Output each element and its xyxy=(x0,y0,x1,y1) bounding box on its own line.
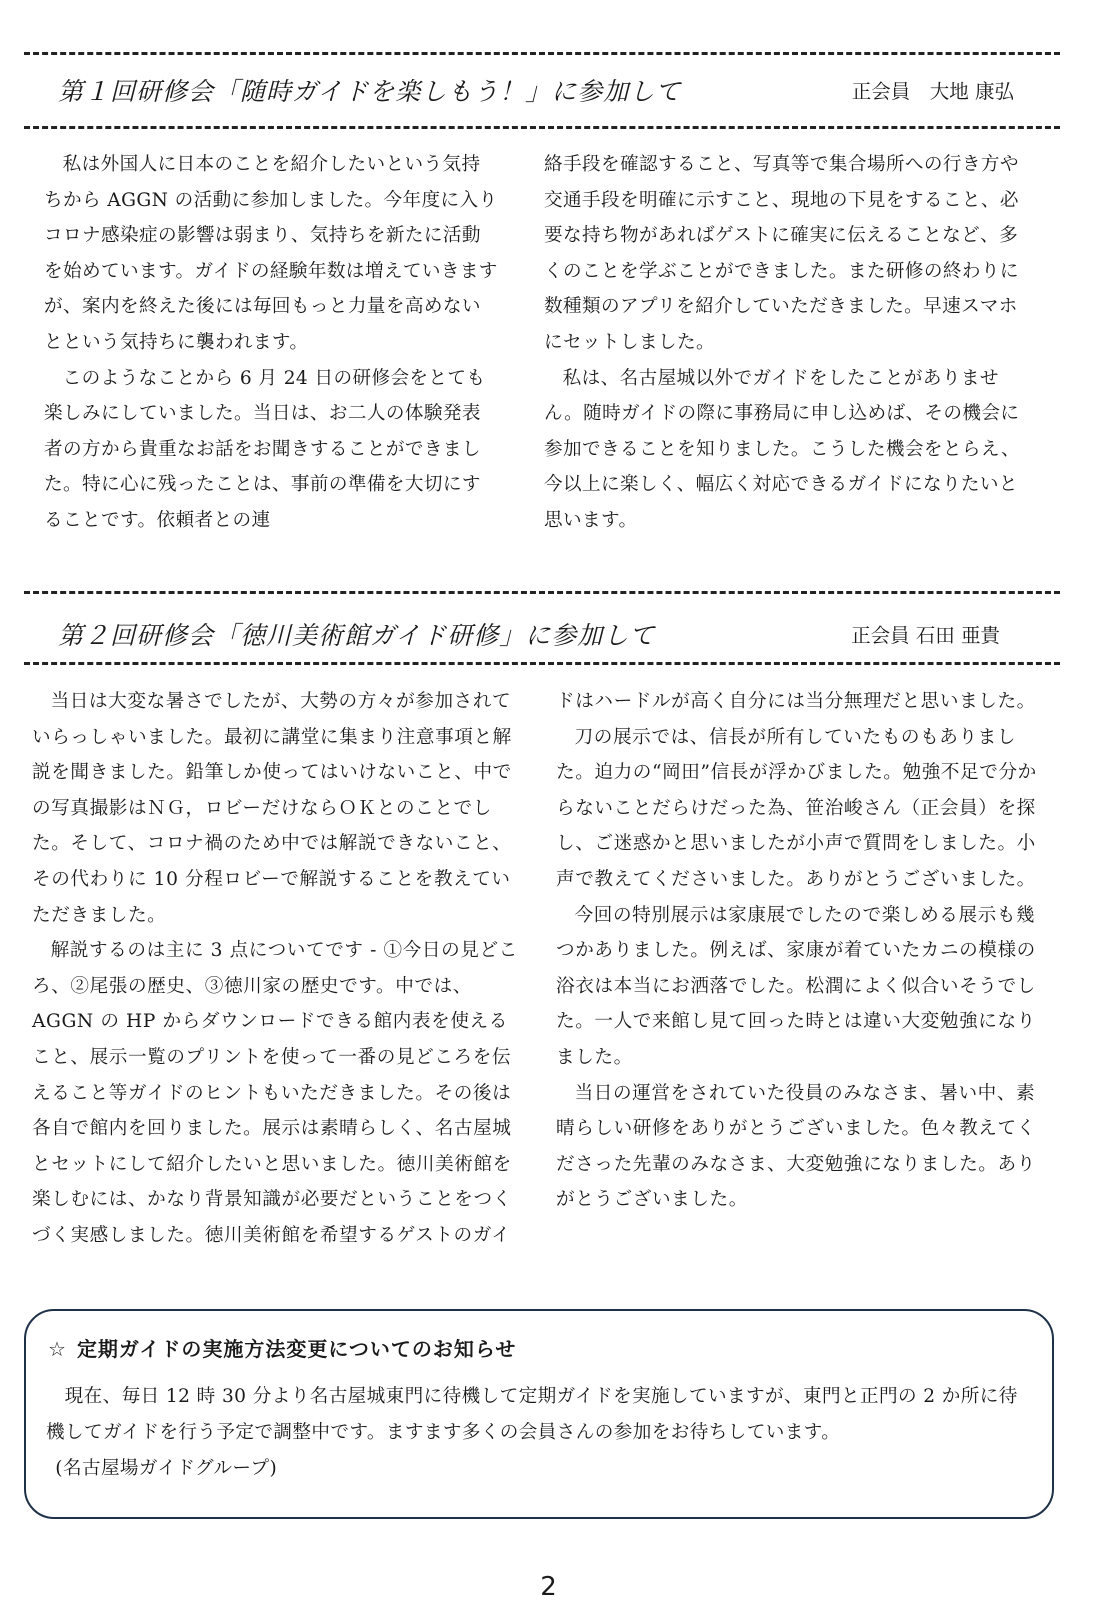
article2-paragraph: 今回の特別展示は家康展でしたので楽しめる展示も幾つかありました。例えば、家康が着ていたカニの模様の浴衣は本当にお洒落でした。松潤によく似合いそうでした。一人で来館し見て回った時とは違い大変勉強になりました。 xyxy=(556,904,1036,1068)
star-icon: ☆ xyxy=(48,1337,67,1361)
notice-signature: (名古屋場ガイドグループ) xyxy=(55,1458,278,1479)
article2-paragraph-continued: ドはハードルが高く自分には当分無理だと思いました。 xyxy=(556,691,1036,712)
divider-article2-bottom xyxy=(24,662,1060,665)
notice-title: 定期ガイドの実施方法変更についてのお知らせ xyxy=(76,1337,517,1361)
article2-header xyxy=(58,612,1048,656)
article1-paragraph-continued: 絡手段を確認すること、写真等で集合場所への行き方や交通手段を明確に示すこと、現地の下見をすること、必要な持ち物があればゲストに確実に伝えることなど、多くのことを学ぶことができました。また研修の終わりに数種類のアプリを紹介していただきました。早速スマホにセットしました。 xyxy=(544,154,1019,353)
divider-top xyxy=(24,52,1060,55)
article2-paragraph: 解説するのは主に 3 点についてです - ①今日の見どころ、②尾張の歴史、③徳川家の歴史です。中では、AGGN の HP からダウンロードできる館内表を使えること、展示一覧のプリントを使って一番の見どころを伝えること等ガイドのヒントもいただきました。その後は各自で館内を回りました。展示は素晴らしく、名古屋城とセットにして紹介したいと思いました。徳川美術館を楽しむには、かなり背景知識が必要だということをつくづく実感しました。徳川美術館を希望するゲストのガイ xyxy=(32,940,518,1246)
article2-title: 第２回研修会「徳川美術館ガイド研修」に参加して xyxy=(58,621,656,650)
article2-author: 正会員 石田 亜貴 xyxy=(851,624,1000,647)
article1-paragraph: 私は、名古屋城以外でガイドをしたことがありません。随時ガイドの際に事務局に申し込めば、その機会に参加できることを知りました。こうした機会をとらえ、今以上に楽しく、幅広く対応できるガイドになりたいと思います。 xyxy=(544,367,1020,531)
notice-body xyxy=(46,1379,1036,1487)
notice-box xyxy=(24,1309,1054,1519)
article1-author: 正会員 大地 康弘 xyxy=(851,80,1014,103)
divider-article2-top xyxy=(24,591,1060,594)
divider-article1-bottom xyxy=(24,126,1060,129)
article1-title: 第１回研修会「随時ガイドを楽しもう！」に参加して xyxy=(58,77,682,106)
article2-right-column xyxy=(556,684,1040,1218)
article2-paragraph: 当日は大変な暑さでしたが、大勢の方々が参加されていらっしゃいました。最初に講堂に集まり注意事項と解説を聞きました。鉛筆しか使ってはいけないこと、中での写真撮影はＮＧ，ロビーだけならＯＫとのことでした。そして、コロナ禍のため中では解説できないこと、その代わりに 10 分程ロビーで解説することを教えていただきました。 xyxy=(32,691,512,926)
article1-right-column xyxy=(544,147,1022,539)
article1-paragraph: 私は外国人に日本のことを紹介したいという気持ちから AGGN の活動に参加しました。今年度に入りコロナ感染症の影響は弱まり、気持ちを新たに活動を始めています。ガイドの経験年数は増えていきますが、案内を終えた後には毎回もっと力量を高めないとという気持ちに襲われます。 xyxy=(44,154,498,353)
article2-paragraph: 刀の展示では、信長が所有していたものもありました。迫力の“岡田”信長が浮かびました。勉強不足で分からないことだらけだった為、笹治峻さん（正会員）を探し、ご迷惑かと思いましたが小声で質問をしました。小声で教えてくださいました。ありがとうございました。 xyxy=(556,726,1037,890)
article2-paragraph: 当日の運営をされていた役員のみなさま、暑い中、素晴らしい研修をありがとうございました。色々教えてくださった先輩のみなさま、大変勉強になりました。ありがとうございました。 xyxy=(556,1082,1036,1211)
article1-header xyxy=(58,68,1048,112)
page-number: 2 xyxy=(540,1572,557,1602)
article2-left-column xyxy=(32,684,522,1254)
article1-paragraph: このようなことから 6 月 24 日の研修会をとても楽しみにしていました。当日は、お二人の体験発表者の方から貴重なお話をお聞きすることができました。特に心に残ったことは、事前の準備を大切にすることです。依頼者との連 xyxy=(44,367,486,531)
article1-left-column xyxy=(44,147,498,539)
notice-header xyxy=(48,1333,516,1362)
notice-text: 現在、毎日 12 時 30 分より名古屋城東門に待機して定期ガイドを実施していますが、東門と正門の 2 か所に待機してガイドを行う予定で調整中です。ますます多くの会員さんの参加をお待ちしています。 xyxy=(46,1386,1018,1443)
